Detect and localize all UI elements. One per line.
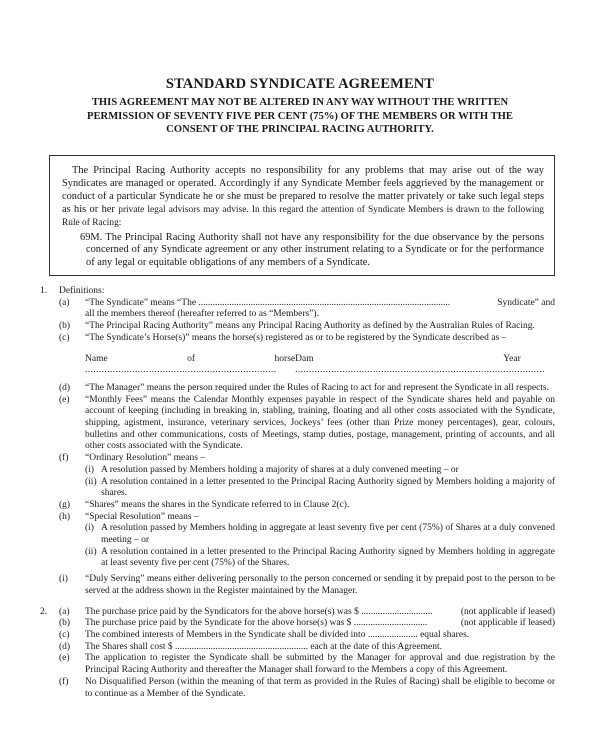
horse-details-line (40, 354, 555, 377)
subtitle-line: CONSENT OF THE PRINCIPAL RACING AUTHORITY. (166, 124, 434, 136)
clause-text: No Disqualified Person (within the meaning of that term as provided in the Rules of Racing) shall be eligible to become or to continue as a Member of the Syndicate. (85, 676, 555, 699)
rule-of-racing (62, 232, 544, 271)
clause-text: “The Principal Racing Authority” means any Principal Racing Authority as defined by the Australian Rules of Racing. (85, 321, 535, 332)
clause-label: (a) (59, 606, 70, 617)
subclause-text: A resolution passed by Members holding a majority of shares at a duly convened meeting – or (101, 464, 459, 475)
section-heading: Definitions: (59, 286, 105, 296)
dam-label: Dam (295, 353, 314, 364)
clause-label: (a) (59, 297, 70, 308)
purchase-price-syndicators-field: The purchase price paid by the Syndicators for the above horse(s) was $ .............................. (85, 606, 433, 617)
definition-f-i (85, 465, 555, 477)
document-title: STANDARD SYNDICATE AGREEMENT (165, 76, 435, 92)
not-applicable-note: (not applicable if leased) (460, 618, 555, 629)
disclaimer-text-continued: private legal advisors may advise. In this regard the attention of Syndicate Members is drawn to the following Rule of Racing: (62, 204, 544, 228)
section-number: 2. (40, 606, 48, 617)
clause-2a (40, 607, 555, 619)
year-label: Year (503, 353, 521, 364)
subclause-text: A resolution contained in a letter presented to the Principal Racing Authority signed by Members holding in aggregate at least seventy five per cent (75%) of the Shares. (101, 546, 555, 569)
subclause-text: A resolution passed by Members holding in aggregate at least seventy five per cent (75%) of Shares at a duly convened meeting – or (101, 523, 555, 546)
clause-label: (d) (59, 382, 71, 393)
subclause-label: (i) (85, 523, 94, 534)
subclause-label: (i) (85, 464, 94, 475)
definition-i (40, 574, 555, 597)
not-applicable-note: (not applicable if leased) (460, 606, 555, 617)
definition-a (40, 298, 555, 321)
clause-text: “Ordinary Resolution” means – (85, 453, 206, 464)
syndicate-name-field: “The Syndicate” means “The .......................................................................................................... (85, 297, 451, 308)
clause-label: (h) (59, 511, 71, 522)
clause-text: all the members thereof (hereafter referred to as “Members”). (85, 309, 319, 320)
clause-2d (40, 642, 555, 654)
clause-2c (40, 630, 555, 642)
section-number: 1. (40, 286, 48, 296)
clause-label: (d) (59, 641, 71, 652)
clause-text: “The Manager” means the person required under the Rules of Racing to act for and represent the Syndicate in all respects. (85, 382, 550, 393)
clause-2e (40, 653, 555, 676)
definition-h (40, 512, 555, 524)
clause-label: (e) (59, 394, 70, 405)
clause-text: “Special Resolution” means – (85, 511, 199, 522)
definition-d (40, 383, 555, 395)
subclause-label: (ii) (85, 476, 97, 487)
clause-label: (b) (59, 618, 71, 629)
clause-text: “Shares” means the shares in the Syndicate referred to in Clause 2(c). (85, 499, 350, 510)
clause-text: “The Syndicate’s Horse(s)” means the horse(s) registered as or to be registered by the Syndicate described as – (85, 332, 507, 343)
clause-label: (f) (59, 676, 69, 687)
definition-f (40, 453, 555, 465)
clause-label: (c) (59, 629, 70, 640)
rule-number: 69M. (80, 231, 103, 243)
definition-h-ii (85, 547, 555, 570)
definition-f-ii (85, 477, 555, 500)
rule-text: The Principal Racing Authority shall not have any responsibility for the due observance by the persons concerned of any Syndicate agreement or any other instrument relating to a Syndicate or for the performance of any legal or equitable obligations of any members of a Syndicate. (86, 231, 544, 269)
subclause-label: (ii) (85, 546, 97, 557)
definition-c (40, 333, 555, 345)
clause-text: “Monthly Fees” means the Calendar Monthly expenses payable in respect of the Syndicate shares held and payable on account of keeping (including in breaking in, stabling, training, floating and all other costs associated with the Syndicate, shipping, agistment, insurance, veterinary services, Jockeys’ fees (other than Prize money percentages), gear, colours, bulletins and other communications, costs of Meetings, stamp duties, postage, management, printing of accounts, and all other costs associated with the Syndicate. (85, 394, 555, 452)
clause-label: (g) (59, 499, 71, 510)
clause-label: (c) (59, 332, 70, 343)
subtitle-line: THIS AGREEMENT MAY NOT BE ALTERED IN ANY WAY WITHOUT THE WRITTEN (91, 97, 509, 108)
horse-name-label: Name of horse (85, 353, 296, 364)
clause-label: (b) (59, 321, 71, 332)
clause-label: (f) (59, 453, 69, 464)
dam-field: ........................................................................... (295, 365, 504, 376)
clause-text: The application to register the Syndicate shall be submitted by the Manager for approval and due registration by the Principal Racing Authority and thereafter the Manager shall forward to the Members a copy of this Agreement. (85, 653, 555, 676)
subclause-text: A resolution contained in a letter presented to the Principal Racing Authority signed by Members holding a majority of shares. (101, 476, 555, 499)
subtitle-line: PERMISSION OF SEVENTY FIVE PER CENT (75%) OF THE MEMBERS OR WITH THE (87, 110, 513, 122)
year-field: ............... (503, 365, 545, 376)
clause-2f (40, 677, 555, 700)
clause-label: (e) (59, 653, 70, 664)
section-1-heading (40, 286, 555, 298)
disclaimer-text: The Principal Racing Authority accepts no responsibility for any problems that may arise out of the way Syndicates are managed or operated. Accordingly if any Syndicate Member feels aggrieved by the management or conduct of a particular Syndicate he or she must be prepared to resolve the matter privately or take such legal steps as his or her (62, 165, 544, 215)
clause-text: “Duly Serving” means either delivering personally to the person concerned or sending it by prepaid post to the person to be served at the address shown in the Register maintained by the Manager. (85, 574, 555, 596)
purchase-price-syndicate-field: The purchase price paid by the Syndicate for the above horse(s) was $ ............................... (85, 618, 428, 629)
definition-e (40, 395, 555, 454)
horse-name-field: ..................................................................... (85, 365, 277, 376)
shares-count-field: The combined interests of Members in the Syndicate shall be divided into ..................... equal shares. (85, 629, 470, 640)
agreement-body (40, 286, 555, 700)
definition-b (40, 321, 555, 333)
definition-h-i (85, 523, 555, 546)
document-subtitle (0, 96, 600, 137)
clause-2b (40, 618, 555, 630)
share-cost-field: The Shares shall cost $ ........................................................ each at the date of this Agreement. (85, 641, 442, 652)
disclaimer-paragraph (62, 165, 544, 230)
syndicate-name-suffix: Syndicate” and (497, 297, 555, 308)
disclaimer-box (49, 155, 555, 276)
definition-g (40, 500, 555, 512)
clause-label: (i) (59, 574, 68, 585)
